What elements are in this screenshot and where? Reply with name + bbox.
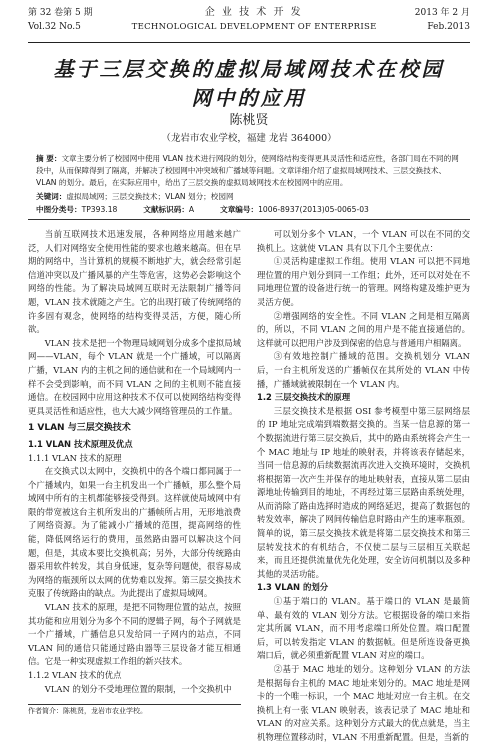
right-column [257, 228, 470, 745]
abstract-label: 摘 要： [36, 154, 62, 163]
title-line-1: 基于三层交换的虚拟局域网技术在校园 [53, 57, 445, 81]
author-name: 陈桃贤 [229, 113, 269, 128]
date-cn: 2013 年 2 月 [414, 8, 470, 18]
right-paragraph-1: 可以划分多个 VLAN，一个 VLAN 可以在不同的交换机上。这就使 VLAN 具有以下几个主要优点： [257, 229, 470, 253]
author-affiliation: （龙岩市农业学校，福建 龙岩 364000） [161, 133, 337, 144]
author-footnote: 作者简介：陈桃贤，龙岩市农业学校。 [28, 704, 241, 717]
journal-header [28, 6, 470, 43]
section-1-1-2-heading: 1.1.2 VLAN 技术的优点 [28, 670, 122, 680]
section-1-1-1-heading: 1.1.1 VLAN 技术的原理 [28, 452, 122, 463]
class-value: TP393.18 [81, 205, 118, 214]
right-paragraph-2: ①灵活构建虚拟工作组。使用 VLAN 可以把不同地理位置的用户划分到同一工作组；此外，还可以对处在不同地理位置的设备进行统一的管理。网络构建及维护更为灵活方便。 [257, 256, 470, 307]
paper-title [28, 55, 470, 113]
journal-name-en: TECHNOLOGICAL DEVELOPMENT OF ENTERPRISE [131, 22, 377, 32]
keywords-label: 关键词： [36, 192, 67, 201]
article-number-value: 1006-8937(2013)05-0065-03 [258, 205, 369, 214]
left-paragraph-5: VLAN 的划分不受地理位置的限制，一个交换机中 [44, 683, 232, 694]
right-paragraph-7: ②基于 MAC 地址的划分。这种划分 VLAN 的方法是根据每台主机的 MAC 地址来划分的。MAC 地址是网卡的一个唯一标识，一个 MAC 地址对应一台主机。在交换机上有一张 VLAN 映射表，该表记录了 MAC 地址和 VLAN 的对应关系。这种划分方式最大的优点就是，当主机物理位置移动时，VLAN 不用重新配置。但是，当新的 [257, 664, 470, 742]
abstract [36, 153, 462, 189]
left-column [28, 228, 241, 696]
section-1-heading: 1 VLAN 与三层交换技术 [28, 423, 131, 434]
issue-en: Vol.32 No.5 [28, 22, 81, 32]
right-paragraph-4: ③有效地控制广播域的范围。交换机划分 VLAN 后，一台主机所发送的广播帧仅在其所处的 VLAN 中传播，广播域就被限制在一个 VLAN 内。 [257, 351, 470, 389]
left-paragraph-4: VLAN 技术的原理，是把不同物理位置的站点，按照其功能和应用划分为多个不同的逻辑子网，每个子网就是一个广播域，广播信息只发给同一子网内的站点，不同 VLAN 间的通信只能通过路由器等三层设备才能互相通信。它是一种实现虚拟工作组的新兴技术。 [28, 602, 241, 667]
right-paragraph-5: 三层交换技术是根据 OSI 参考模型中第三层网络层的 IP 地址完成端到端数据交换的。当某一信息源的第一个数据流进行第三层交换后，其中的路由系统将会产生一个 MAC 地址与 IP 地址的映射表，并将该表存储起来，当同一信息源的后续数据流再次进入交换环境时，交换机将根据第一次产生并保存的地址映射表，直接从第二层由源地址传输到目的地址，不再经过第三层路由系统处理，从而消除了路由选择时造成的网络延迟，提高了数据包的转发效率，解决了网间传输信息时路由产生的速率瓶颈。简单的说，第三层交换技术就是将第二层交换技术和第三层转发技术的有机结合，不仅使二层与三层相互关联起来，而且还提供流量优先化处理，安全访问机制以及多种其他的灵活功能。 [257, 405, 470, 579]
section-1-1-heading: 1.1 VLAN 技术原理及优点 [28, 438, 133, 449]
header-row-english [28, 20, 470, 34]
left-paragraph-2: VLAN 技术是把一个物理局域网划分成多个虚拟局域网——VLAN，每个 VLAN 就是一个广播域，可以隔离广播，VLAN 内的主机之间的通信就和在一个局域网内一样不会受到影响，而不同 VLAN 之间的主机则不能直接通信。在校园网中应用这种技术不仅可以使网络结构变得更具灵活性和适应性，也大大减少网络管理员的工作量。 [28, 337, 241, 416]
left-paragraph-3: 在交换式以太网中，交换机中的各个端口都同属于一个广播域内，如果一台主机发出一个广播帧，那么整个局域网中所有的主机都能够接受得到。这样就使局域网中有限的带宽被这台主机所发出的广播帧所占用，无形地浪费了网络资源。为了能减小广播域的范围，提高网络的性能，降低网络运行的费用，虽然路由器可以解决这个问题，但是，其成本要比交换机高；另外，大部分传统路由器采用软件转发，其自身低速，复杂等问题使，很容易成为网络的瓶颈所以太网的优势难以发挥。第三层交换技术克服了传统路由的缺点。为此提出了虚拟局域网。 [28, 466, 241, 599]
keywords [36, 191, 462, 203]
title-line-2: 网中的应用 [191, 86, 307, 110]
abstract-text: 文章主要分析了校园网中使用 VLAN 技术进行网段的划分，使网络结构变得更具灵活性和适应性，各部门局在不同的网段中，从而保障得到了隔离，并解决了校园网中冲突域和广播域等问题。文章详细介绍了虚拟局域网技术、三层交换技术、VLAN 的划分。最后，在实际应用中，给出了三层交换的虚拟局域网技术在校园网中的应用。 [36, 154, 459, 187]
keywords-text: 虚拟局域网；三层交换技术；VLAN 划分；校园网 [66, 192, 234, 201]
left-paragraph-1: 当前互联网技术迅速发展，各种网络应用越来越广泛，人们对网络安全使用性能的要求也越来越高。但在早期的网络中，当计算机的规模不断地扩大，就会经常引起信道冲突以及广播风暴的产生等危害，这势必会影响这个网络的性能。为了解决局域网互联时无法限制广播等问题，VLAN 技术就随之产生。它的出现打破了传统网络的许多固有观念，使网络的结构变得灵活，方便，随心所欲。 [28, 229, 241, 335]
section-1-2-heading: 1.2 三层交换技术的原理 [257, 392, 351, 403]
classification-line [36, 204, 462, 216]
issue-cn: 第 32 卷第 5 期 [28, 8, 93, 18]
right-paragraph-6: ①基于端口的 VLAN。基于端口的 VLAN 是最简单、最有效的 VLAN 划分方法。它根据设备的端口来指定其所属 VLAN，而不用考虑端口所处位置。端口配置后，可以转发指定 VLAN 的数据帧。但是所连设备更换端口后，就必须重新配置 VLAN 对应的端口。 [257, 596, 470, 661]
article-number-label: 文章编号： [220, 205, 259, 214]
journal-name-cn: 企 业 技 术 开 发 [204, 7, 303, 18]
section-1-3-heading: 1.3 VLAN 的划分 [257, 582, 329, 593]
right-paragraph-3: ②增强网络的安全性。不同 VLAN 之间是相互隔离的，所以，不同 VLAN 之间的用户是不能直接通信的。这样就可以把用户涉及到保密的信息与普通用户相隔离。 [257, 310, 470, 348]
date-en: Feb.2013 [427, 22, 470, 32]
divider [28, 219, 470, 220]
header-row-chinese [28, 6, 470, 20]
class-label: 中图分类号： [36, 205, 82, 214]
doc-code-value: A [188, 205, 195, 214]
doc-code-label: 文献标识码： [143, 205, 189, 214]
